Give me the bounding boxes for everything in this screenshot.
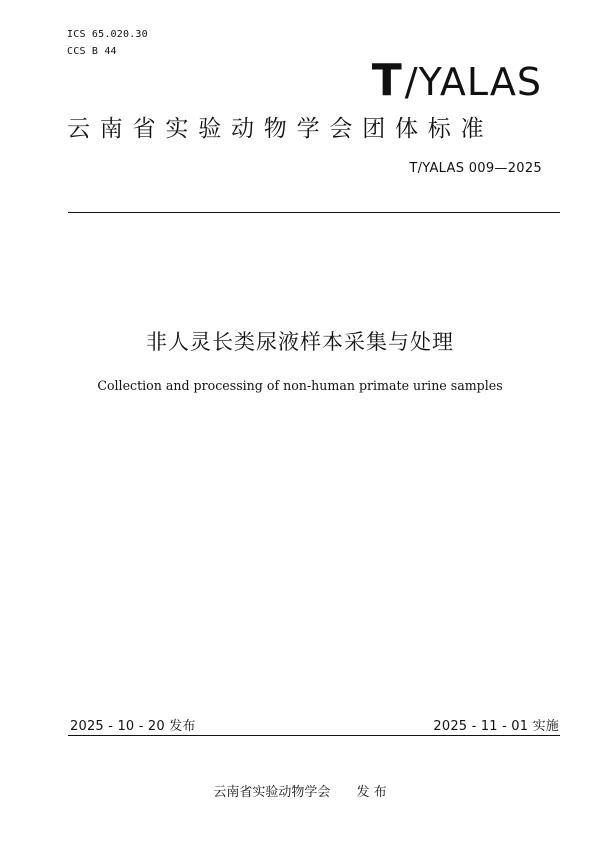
- footer-divider: [68, 735, 560, 736]
- publish-label: 发 布: [356, 785, 387, 800]
- issue-date: 2025 - 10 - 20 发布: [70, 719, 196, 734]
- english-title: Collection and processing of non-human primate urine samples: [97, 378, 503, 393]
- organization-title: 云南省实验动物学会团体标准: [67, 116, 494, 142]
- logo-text: /YALAS: [404, 60, 542, 104]
- standard-logo: [340, 55, 542, 106]
- header-divider: [68, 212, 560, 213]
- logo-mark: T: [371, 55, 403, 106]
- standard-code: T/YALAS 009—2025: [409, 161, 542, 176]
- chinese-title: 非人灵长类尿液样本采集与处理: [146, 330, 454, 354]
- publisher-name: 云南省实验动物学会: [213, 785, 331, 800]
- ics-code: ICS 65.020.30: [67, 29, 148, 40]
- publisher-line: [0, 781, 600, 800]
- ccs-code: CCS B 44: [67, 46, 117, 57]
- implementation-date: 2025 - 11 - 01 实施: [433, 719, 559, 734]
